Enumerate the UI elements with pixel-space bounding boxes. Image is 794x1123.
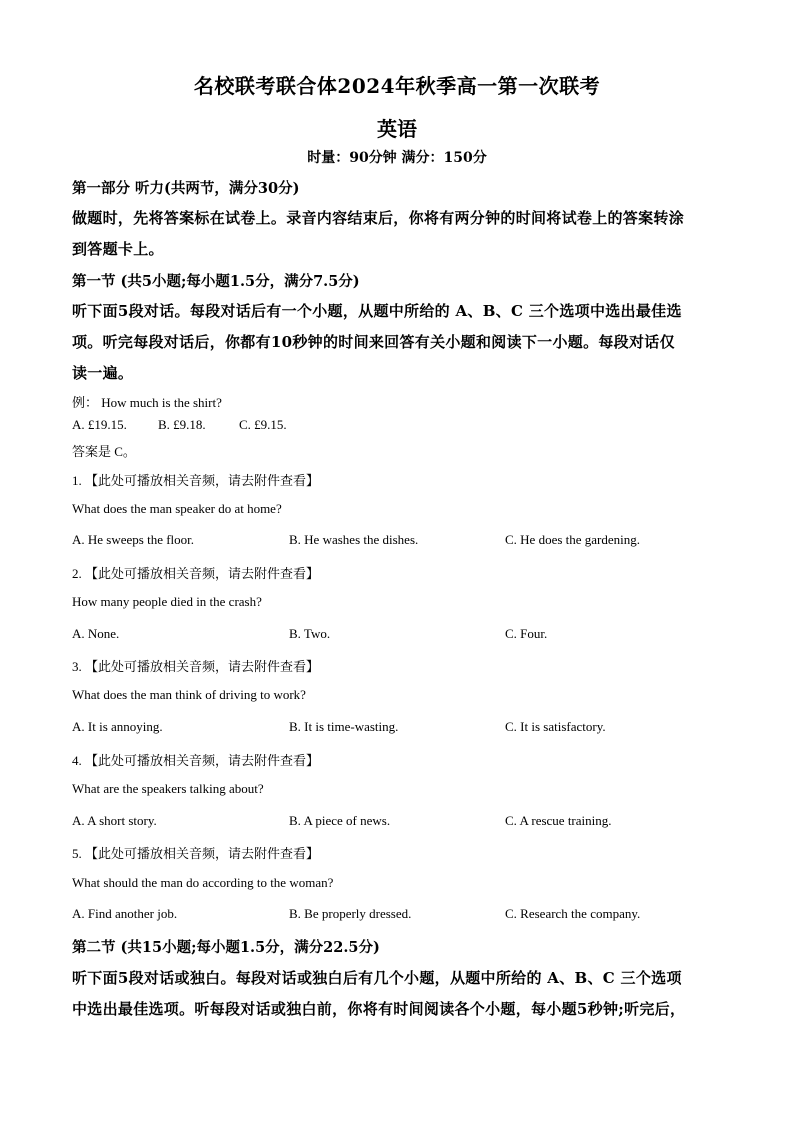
question-2-label: 2. 【此处可播放相关音频，请去附件查看】: [72, 566, 320, 581]
question-5-text: What should the man do according to the woman?: [72, 875, 334, 890]
question-1-text: What does the man speaker do at home?: [72, 501, 282, 516]
question-5-option-c: C. Research the company.: [505, 906, 641, 921]
section2-heading: 第二节 (共15小题;每小题1.5分，满分22.5分): [72, 939, 380, 956]
section1-heading: 第一节 (共5小题;每小题1.5分，满分7.5分): [72, 273, 360, 290]
part1-instruction-line: 到答题卡上。: [72, 240, 164, 258]
part1-instruction-line: 做题时，先将答案标在试卷上。录音内容结束后，你将有两分钟的时间将试卷上的答案转涂: [72, 209, 685, 227]
question-4-option-a: A. A short story.: [72, 813, 157, 828]
question-1-label: 1. 【此处可播放相关音频，请去附件查看】: [72, 473, 320, 488]
question-4-option-b: B. A piece of news.: [289, 813, 391, 828]
question-1-option-c: C. He does the gardening.: [505, 532, 641, 547]
question-4-label: 4. 【此处可播放相关音频，请去附件查看】: [72, 753, 320, 768]
question-3-label: 3. 【此处可播放相关音频，请去附件查看】: [72, 659, 320, 674]
question-2-option-a: A. None.: [72, 626, 120, 641]
exam-title: 名校联考联合体2024年秋季高一第一次联考: [193, 74, 601, 98]
question-3-text: What does the man think of driving to work?: [72, 687, 306, 702]
section1-instruction-line: 项。听完每段对话后，你都有10秒钟的时间来回答有关小题和阅读下一小题。每段对话仅: [72, 333, 675, 351]
example-option-c: C. £9.15.: [239, 417, 287, 432]
exam-subject: 英语: [377, 117, 417, 141]
part1-heading: 第一部分 听力(共两节，满分30分): [72, 180, 300, 197]
question-5-option-b: B. Be properly dressed.: [289, 906, 412, 921]
exam-meta: 时量：90分钟 满分：150分: [307, 150, 487, 166]
question-3-option-a: A. It is annoying.: [72, 719, 163, 734]
question-4-text: What are the speakers talking about?: [72, 781, 264, 796]
question-3-option-c: C. It is satisfactory.: [505, 719, 606, 734]
question-1-option-a: A. He sweeps the floor.: [72, 532, 195, 547]
question-2-option-b: B. Two.: [289, 626, 331, 641]
question-3-option-b: B. It is time-wasting.: [289, 719, 399, 734]
section1-instruction-line: 听下面5段对话。每段对话后有一个小题，从题中所给的 A、B、C 三个选项中选出最佳选: [72, 302, 682, 320]
question-2-text: How many people died in the crash?: [72, 594, 262, 609]
section2-instruction-line: 中选出最佳选项。听每段对话或独白前，你将有时间阅读各个小题，每小题5秒钟;听完后，: [72, 1000, 686, 1018]
example-option-a: A. £19.15.: [72, 417, 127, 432]
example-answer: 答案是 C。: [72, 444, 136, 459]
question-4-option-c: C. A rescue training.: [505, 813, 612, 828]
question-5-label: 5. 【此处可播放相关音频，请去附件查看】: [72, 846, 320, 861]
question-2-option-c: C. Four.: [505, 626, 548, 641]
section1-instruction-line: 读一遍。: [72, 364, 134, 382]
section2-instruction-line: 听下面5段对话或独白。每段对话或独白后有几个小题，从题中所给的 A、B、C 三个选项: [72, 969, 682, 987]
question-5-option-a: A. Find another job.: [72, 906, 178, 921]
question-1-option-b: B. He washes the dishes.: [289, 532, 419, 547]
example-option-b: B. £9.18.: [158, 417, 206, 432]
example-question: 例： How much is the shirt?: [72, 395, 222, 410]
